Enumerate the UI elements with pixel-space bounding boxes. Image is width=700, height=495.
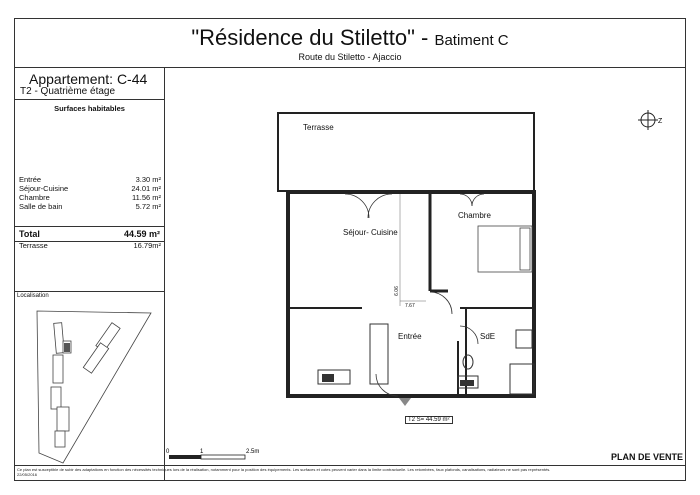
info-panel xyxy=(15,67,165,481)
scale-end: 2.5m xyxy=(246,449,260,455)
dimension-vertical: 6.06 xyxy=(393,286,400,296)
floor-plan xyxy=(270,96,556,410)
scale-mid: 1 xyxy=(200,449,204,455)
building-name: Batiment C xyxy=(434,32,509,49)
room-name: Salle de bain xyxy=(19,202,63,211)
footer-date: 22/05/2016 xyxy=(17,472,38,477)
residence-address: Route du Stiletto - Ajaccio xyxy=(298,52,402,62)
compass xyxy=(638,109,664,136)
total-row xyxy=(15,226,164,242)
terrace-area: 16.79m² xyxy=(133,241,161,250)
area-tag: T2 S= 44.59 m² xyxy=(405,416,453,424)
room-area: 3.30 m² xyxy=(135,175,161,184)
rooms-list xyxy=(19,175,161,211)
apartment-title: Appartement: C-44 xyxy=(29,71,148,87)
header xyxy=(15,19,685,68)
compass-letter: Z xyxy=(658,118,663,125)
room-name: Entrée xyxy=(19,175,42,184)
apartment-walls xyxy=(288,192,534,396)
room-area: 24.01 m² xyxy=(131,184,161,193)
disclaimer-footer xyxy=(15,465,685,480)
residence-title xyxy=(15,25,685,51)
room-area: 11.56 m² xyxy=(131,193,161,202)
terrace-label: Terrasse xyxy=(19,241,48,250)
terrace-row xyxy=(19,241,161,250)
room-row xyxy=(19,193,161,202)
plan-vente-label: PLAN DE VENTE xyxy=(610,452,683,462)
scale-start: 0 xyxy=(166,449,170,455)
room-name: Séjour-Cuisine xyxy=(19,184,69,193)
room-area: 5.72 m² xyxy=(135,202,161,211)
total-area: 44.59 m² xyxy=(123,229,160,239)
dimension-horizontal: 7.67 xyxy=(405,303,415,309)
label-chambre: Chambre xyxy=(458,211,491,220)
room-row xyxy=(19,202,161,211)
disclaimer-text: Ce plan est susceptible de subir des adaptations en fonction des nécessités techniques lors de la réalisation, notamment pour la position des équipements. Les surfaces et cotes peuvent varier dans la limite contractuelle. Les retombées, faux plafonds, canalisations, radiateurs ne sont pas représentés. xyxy=(17,467,551,472)
room-row xyxy=(19,175,161,184)
compass-icon xyxy=(638,109,664,131)
label-terrasse: Terrasse xyxy=(303,123,334,132)
label-sde: SdE xyxy=(480,332,496,341)
total-label: Total xyxy=(19,229,40,239)
room-name: Chambre xyxy=(19,193,50,202)
room-row xyxy=(19,184,161,193)
localisation-map xyxy=(33,303,153,468)
residence-name: "Résidence du Stiletto" - xyxy=(191,25,435,50)
label-sejour-cuisine: Séjour- Cuisine xyxy=(343,228,398,237)
apartment-subtitle: T2 - Quatrième étage xyxy=(15,86,164,100)
label-entree: Entrée xyxy=(398,332,422,341)
scale-bar xyxy=(166,445,276,465)
surfaces-heading: Surfaces habitables xyxy=(54,104,125,113)
localisation-label: Localisation xyxy=(15,291,164,300)
